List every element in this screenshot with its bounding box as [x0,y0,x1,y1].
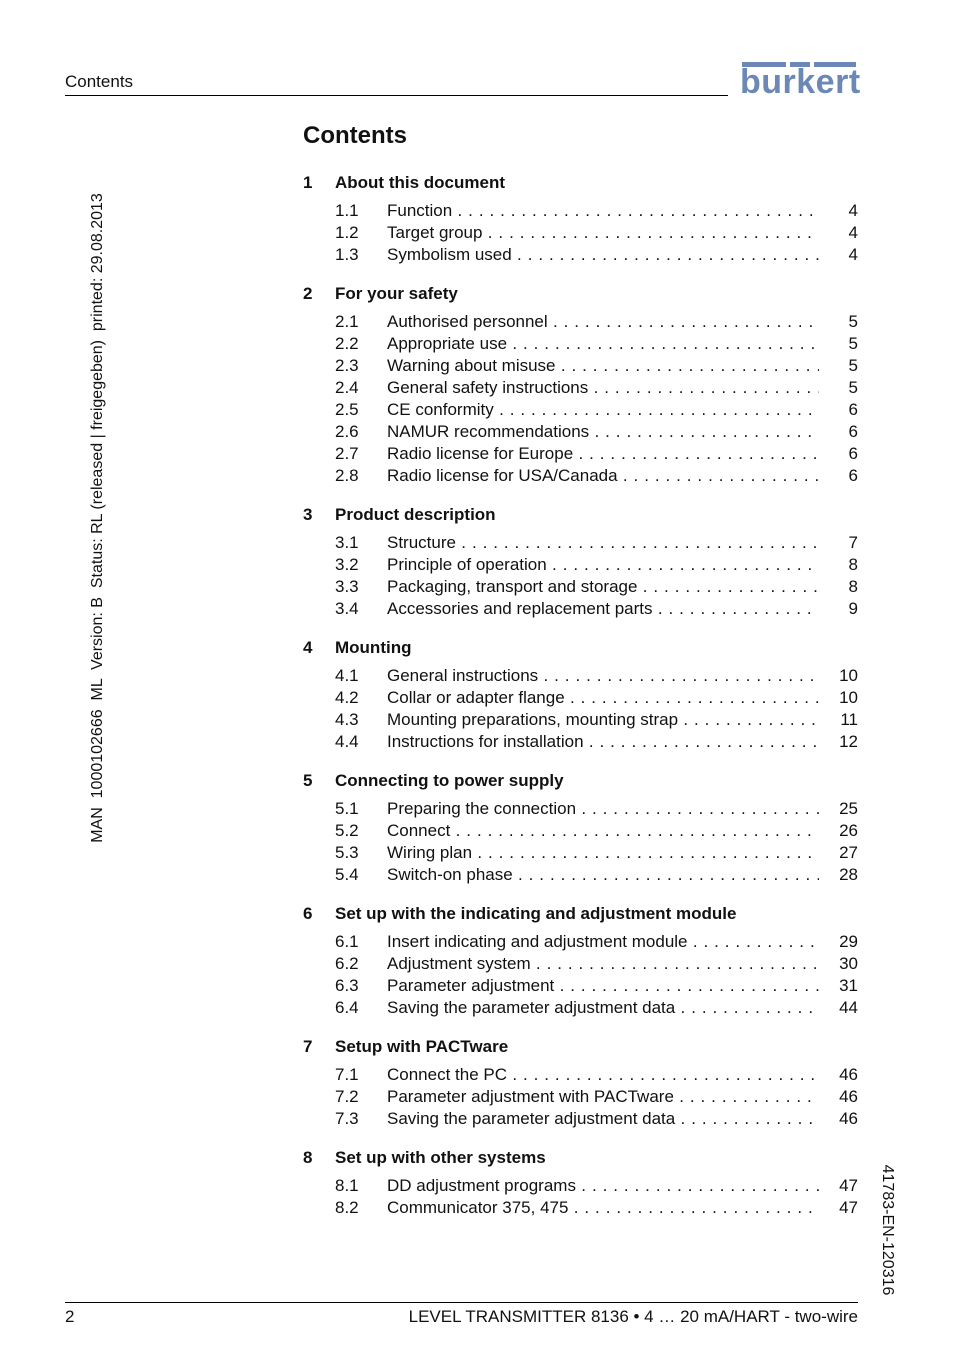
toc-entry-page: 27 [839,843,858,862]
toc-section [303,637,858,753]
toc-section-number: 7 [303,1037,313,1056]
toc-entry-number: 2.8 [335,466,359,485]
toc-section [303,172,858,266]
toc-entry-title: Radio license for Europe . . . [387,443,819,465]
toc-entry-number: 3.2 [335,555,359,574]
toc-entry-number: 1.2 [335,223,359,242]
toc-section-heading[interactable] [303,903,858,925]
toc-entry[interactable] [303,1086,858,1108]
toc-entry-page: 8 [848,577,858,596]
toc-entry[interactable] [303,311,858,333]
toc-entry-title: Parameter adjustment . . . [387,975,819,997]
toc-entry[interactable] [303,554,858,576]
toc-entry[interactable] [303,997,858,1019]
toc-entry-title: Collar or adapter flange . . . [387,687,819,709]
toc-entry-page: 4 [848,201,858,220]
toc-entry-title: Preparing the connection . . . [387,798,819,820]
toc-entry-title: Function . . . [387,200,819,222]
toc-entry-number: 5.3 [335,843,359,862]
header-section-label: Contents [65,72,134,91]
toc-entry[interactable] [303,244,858,266]
toc-entry-page: 47 [839,1198,858,1217]
toc-section [303,283,858,487]
toc-entry-number: 7.3 [335,1109,359,1128]
toc-entry-page: 25 [839,799,858,818]
toc-entry[interactable] [303,355,858,377]
toc-entry-title: Saving the parameter adjustment data . . . [387,1108,819,1130]
toc-entry-page: 6 [848,400,858,419]
toc-entry[interactable] [303,443,858,465]
toc-entry-number: 6.2 [335,954,359,973]
toc-entry-page: 5 [848,378,858,397]
toc-entry[interactable] [303,687,858,709]
toc-section-title: About this document [335,173,505,192]
toc-entry-title: Packaging, transport and storage . . . [387,576,819,598]
toc-section-heading[interactable] [303,1036,858,1058]
toc-entry-title: General safety instructions . . . [387,377,819,399]
toc-entry-page: 46 [839,1087,858,1106]
toc-entry-page: 9 [848,599,858,618]
toc-entry-page: 11 [840,710,858,729]
toc-entry-page: 10 [839,688,858,707]
toc-entry-page: 26 [839,821,858,840]
toc-entry-page: 12 [839,732,858,751]
toc-entry-page: 8 [848,555,858,574]
toc-entry-number: 5.1 [335,799,359,818]
toc-section-title: Setup with PACTware [335,1037,509,1056]
toc-entry[interactable] [303,842,858,864]
toc-entry-number: 2.6 [335,422,359,441]
toc-entry-number: 2.5 [335,400,359,419]
toc-entry-number: 7.1 [335,1065,359,1084]
toc-entry-title: Switch-on phase . . . [387,864,819,886]
toc-section-heading[interactable] [303,172,858,194]
toc-section-heading[interactable] [303,504,858,526]
toc-entry-title: Mounting preparations, mounting strap . . . [387,709,819,731]
toc-entry-number: 4.2 [335,688,359,707]
toc-entry[interactable] [303,709,858,731]
toc-entry-title: Parameter adjustment with PACTware . . . [387,1086,819,1108]
toc-entry-number: 7.2 [335,1087,359,1106]
toc-entry[interactable] [303,200,858,222]
toc-entry-page: 6 [848,444,858,463]
toc-section-heading[interactable] [303,637,858,659]
toc-section-title: Set up with other systems [335,1148,546,1167]
toc-entry-number: 2.2 [335,334,359,353]
toc-entry-title: Authorised personnel . . . [387,311,819,333]
footer-divider [65,1302,858,1303]
toc-entry-number: 1.3 [335,245,359,264]
toc-entry[interactable] [303,576,858,598]
toc-section-title: Product description [335,505,496,524]
toc-entry-title: Saving the parameter adjustment data . . . [387,997,819,1019]
toc-entry-number: 3.4 [335,599,359,618]
toc-entry-number: 6.4 [335,998,359,1017]
toc-entry-number: 2.4 [335,378,359,397]
toc-entry-title: Accessories and replacement parts . . . [387,598,819,620]
toc-entry-page: 30 [839,954,858,973]
brand-logo [740,62,861,102]
toc-entry-page: 5 [848,356,858,375]
toc-entry-number: 2.7 [335,444,359,463]
toc-entry[interactable] [303,1108,858,1130]
toc-entry-page: 7 [848,533,858,552]
toc-entry[interactable] [303,377,858,399]
toc-section-number: 8 [303,1148,313,1167]
toc-section-number: 6 [303,904,313,923]
toc-entry[interactable] [303,421,858,443]
toc-entry-title: Connect . . . [387,820,819,842]
toc-section-heading[interactable] [303,770,858,792]
toc-entry-number: 4.3 [335,710,359,729]
toc-entry-title: NAMUR recommendations . . . [387,421,819,443]
toc-entry-title: Target group . . . [387,222,819,244]
toc-entry[interactable] [303,820,858,842]
toc-entry-number: 5.2 [335,821,359,840]
toc-entry[interactable] [303,665,858,687]
toc-entry[interactable] [303,598,858,620]
toc-section-number: 5 [303,771,313,790]
brand-wordmark: burkert [740,63,861,101]
toc-entry-title: Instructions for installation . . . [387,731,819,753]
toc-entry-number: 2.1 [335,312,359,331]
toc-entry-title: DD adjustment programs . . . [387,1175,819,1197]
toc-section-title: Set up with the indicating and adjustment module [335,904,737,923]
toc-entry-number: 2.3 [335,356,359,375]
header-divider [65,95,728,96]
toc-entry-number: 8.1 [335,1176,359,1195]
toc-entry[interactable] [303,953,858,975]
toc-section-number: 1 [303,173,313,192]
toc-entry[interactable] [303,1175,858,1197]
toc-section-title: Connecting to power supply [335,771,564,790]
toc-entry[interactable] [303,1064,858,1086]
toc-section-number: 4 [303,638,313,657]
toc-entry[interactable] [303,399,858,421]
toc-entry-number: 4.4 [335,732,359,751]
toc-entry-page: 47 [839,1176,858,1195]
toc-entry-title: General instructions . . . [387,665,819,687]
page-title: Contents [303,122,407,149]
toc-entry-title: Warning about misuse . . . [387,355,819,377]
toc-entry-title: Structure . . . [387,532,819,554]
toc-entry-page: 6 [848,466,858,485]
document-status-sidebar: MAN 1000102666 ML Version: B Status: RL (released | freigegeben) printed: 29.08.2013 [89,193,106,843]
toc-entry-title: Insert indicating and adjustment module . . . [387,931,819,953]
document-code-sidebar: 41783-EN-120316 [879,1164,896,1296]
toc-entry[interactable] [303,222,858,244]
toc-entry[interactable] [303,798,858,820]
toc-entry-title: Wiring plan . . . [387,842,819,864]
toc-entry-page: 46 [839,1065,858,1084]
toc-entry-page: 6 [848,422,858,441]
toc-entry-page: 44 [839,998,858,1017]
toc-entry-number: 8.2 [335,1198,359,1217]
toc-entry-page: 28 [839,865,858,884]
table-of-contents [303,172,858,1236]
toc-entry-number: 6.3 [335,976,359,995]
toc-entry[interactable] [303,1197,858,1219]
toc-section [303,903,858,1019]
toc-entry-title: Principle of operation . . . [387,554,819,576]
toc-entry[interactable] [303,731,858,753]
toc-entry[interactable] [303,864,858,886]
toc-entry-title: Communicator 375, 475 . . . [387,1197,819,1219]
toc-entry[interactable] [303,931,858,953]
toc-entry-title: Symbolism used . . . [387,244,819,266]
toc-entry[interactable] [303,975,858,997]
toc-section-title: For your safety [335,284,458,303]
toc-entry-page: 10 [839,666,858,685]
toc-section [303,1036,858,1130]
toc-entry[interactable] [303,333,858,355]
toc-entry-number: 6.1 [335,932,359,951]
toc-entry-title: Radio license for USA/Canada . . . [387,465,819,487]
toc-section-number: 3 [303,505,313,524]
footer-page-number: 2 [65,1307,75,1326]
toc-entry-page: 31 [839,976,858,995]
toc-entry-title: Adjustment system . . . [387,953,819,975]
toc-entry-page: 29 [839,932,858,951]
toc-entry-title: Connect the PC . . . [387,1064,819,1086]
toc-entry[interactable] [303,532,858,554]
toc-section [303,770,858,886]
toc-section [303,1147,858,1219]
toc-entry-page: 5 [848,312,858,331]
toc-entry-number: 3.3 [335,577,359,596]
toc-section-heading[interactable] [303,283,858,305]
toc-entry-page: 4 [848,245,858,264]
toc-entry-number: 4.1 [335,666,359,685]
toc-section-title: Mounting [335,638,412,657]
toc-entry-page: 5 [848,334,858,353]
toc-entry-number: 3.1 [335,533,359,552]
toc-entry-title: Appropriate use . . . [387,333,819,355]
toc-entry-title: CE conformity . . . [387,399,819,421]
toc-entry-number: 5.4 [335,865,359,884]
footer-document-title: LEVEL TRANSMITTER 8136 • 4 … 20 mA/HART - two-wire [408,1307,858,1326]
toc-entry-number: 1.1 [335,201,359,220]
toc-entry-page: 46 [839,1109,858,1128]
toc-section-number: 2 [303,284,313,303]
toc-section [303,504,858,620]
toc-section-heading[interactable] [303,1147,858,1169]
toc-entry[interactable] [303,465,858,487]
toc-entry-page: 4 [848,223,858,242]
